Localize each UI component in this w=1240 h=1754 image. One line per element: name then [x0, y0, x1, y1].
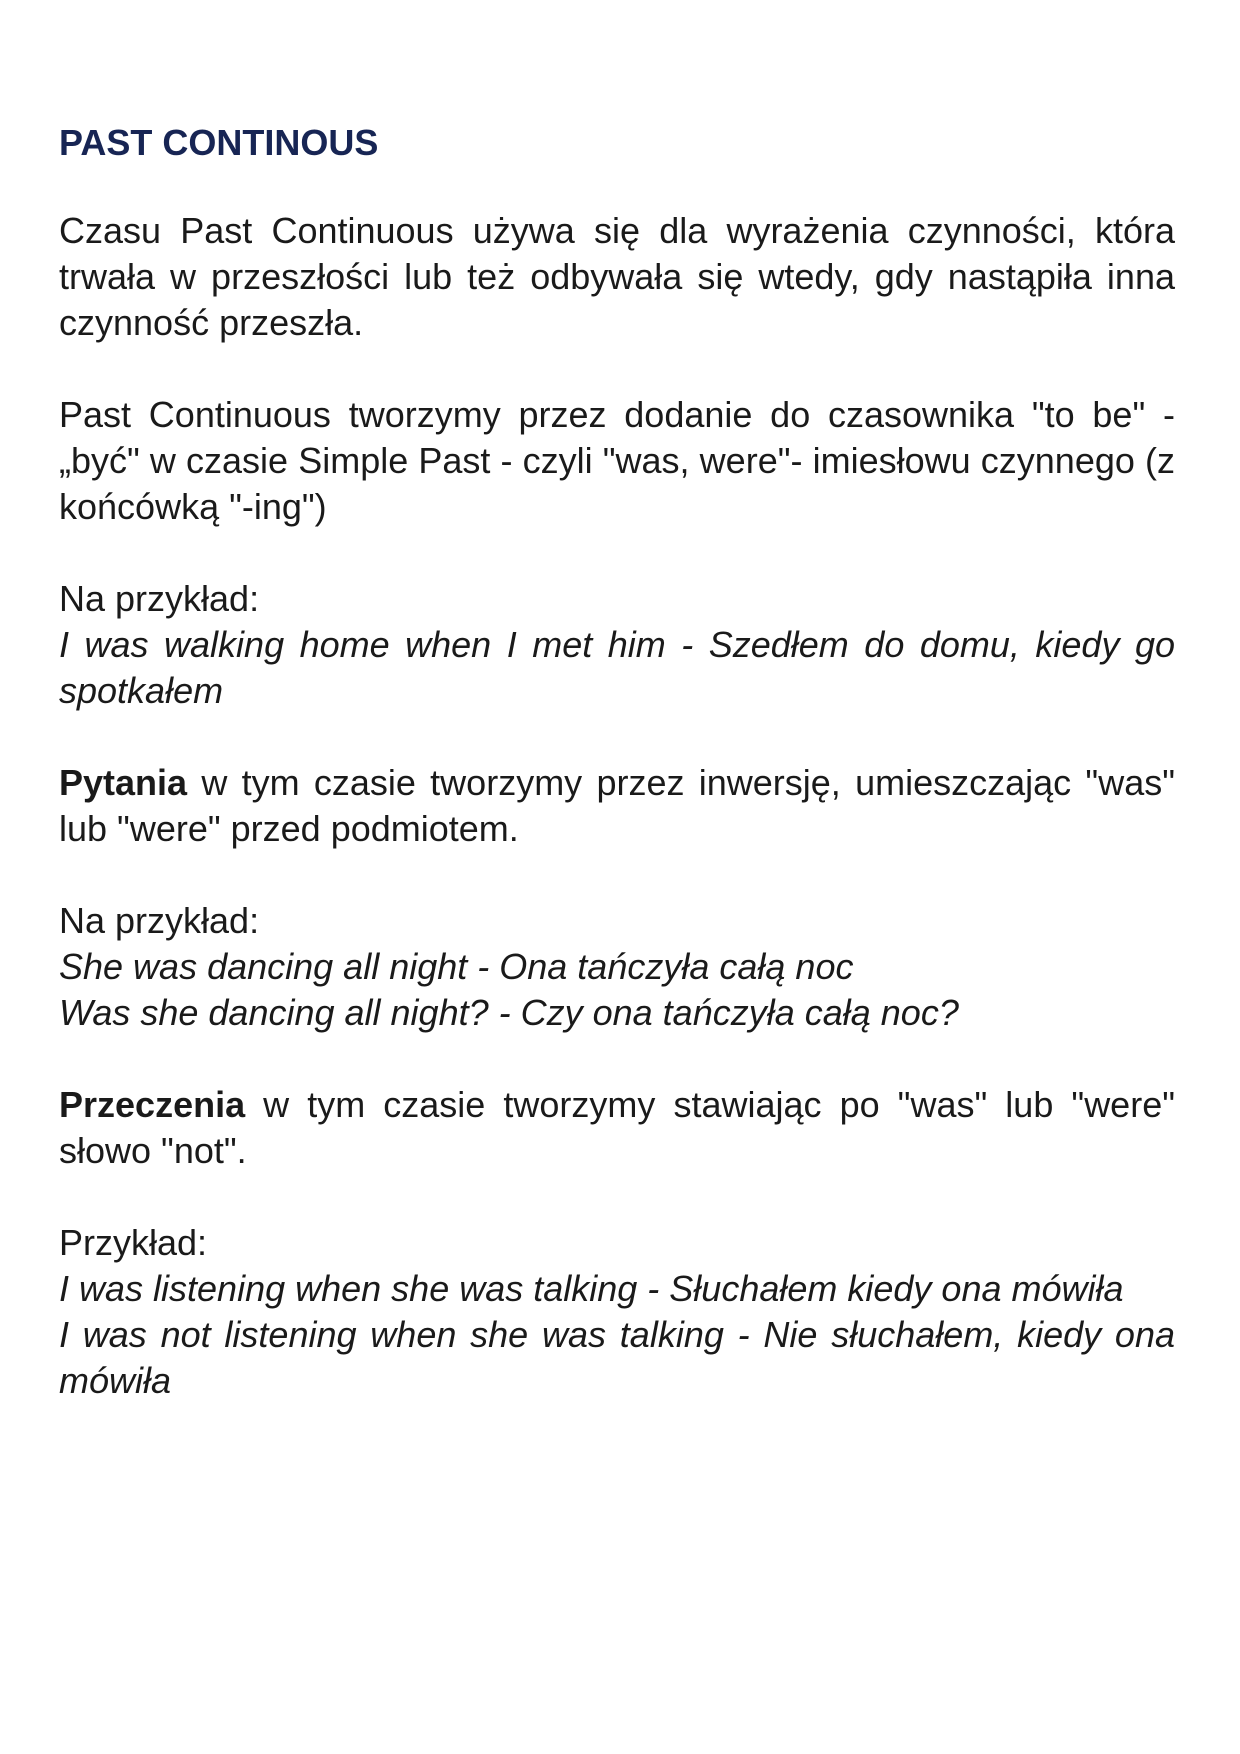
example1-block: [59, 576, 1175, 714]
document-title: PAST CONTINOUS: [59, 122, 379, 163]
example3-line1: I was listening when she was talking - Słuchałem kiedy ona mówiła: [59, 1268, 1124, 1309]
questions-text: w tym czasie tworzymy przez inwersję, umieszczając "was" lub "were" przed podmiotem.: [59, 762, 1175, 849]
questions-keyword: Pytania: [59, 762, 188, 803]
example3-line2: I was not listening when she was talking - Nie słuchałem, kiedy ona mówiła: [59, 1314, 1175, 1401]
example3-block: [59, 1220, 1175, 1404]
example1-sentence: I was walking home when I met him - Szedłem do domu, kiedy go spotkałem: [59, 624, 1175, 711]
negations-text: w tym czasie tworzymy stawiając po "was" lub "were" słowo "not".: [59, 1084, 1175, 1171]
negations-paragraph: [59, 1082, 1175, 1174]
negations-keyword: Przeczenia: [59, 1084, 246, 1125]
example2-line2: Was she dancing all night? - Czy ona tańczyła całą noc?: [59, 992, 959, 1033]
example2-block: [59, 898, 1175, 1036]
example3-label: Przykład:: [59, 1222, 208, 1263]
example1-label: Na przykład:: [59, 578, 260, 619]
formation-paragraph: Past Continuous tworzymy przez dodanie do czasownika "to be" - „być" w czasie Simple Past - czyli "was, were"- imiesłowu czynnego (z końcówką "-ing"): [59, 394, 1175, 527]
example2-label: Na przykład:: [59, 900, 260, 941]
example2-line1: She was dancing all night - Ona tańczyła całą noc: [59, 946, 854, 987]
intro-paragraph: Czasu Past Continuous używa się dla wyrażenia czynności, która trwała w przeszłości lub też odbywała się wtedy, gdy nastąpiła inna czynność przeszła.: [59, 210, 1175, 343]
document-page: [59, 120, 1175, 1450]
questions-paragraph: [59, 760, 1175, 852]
